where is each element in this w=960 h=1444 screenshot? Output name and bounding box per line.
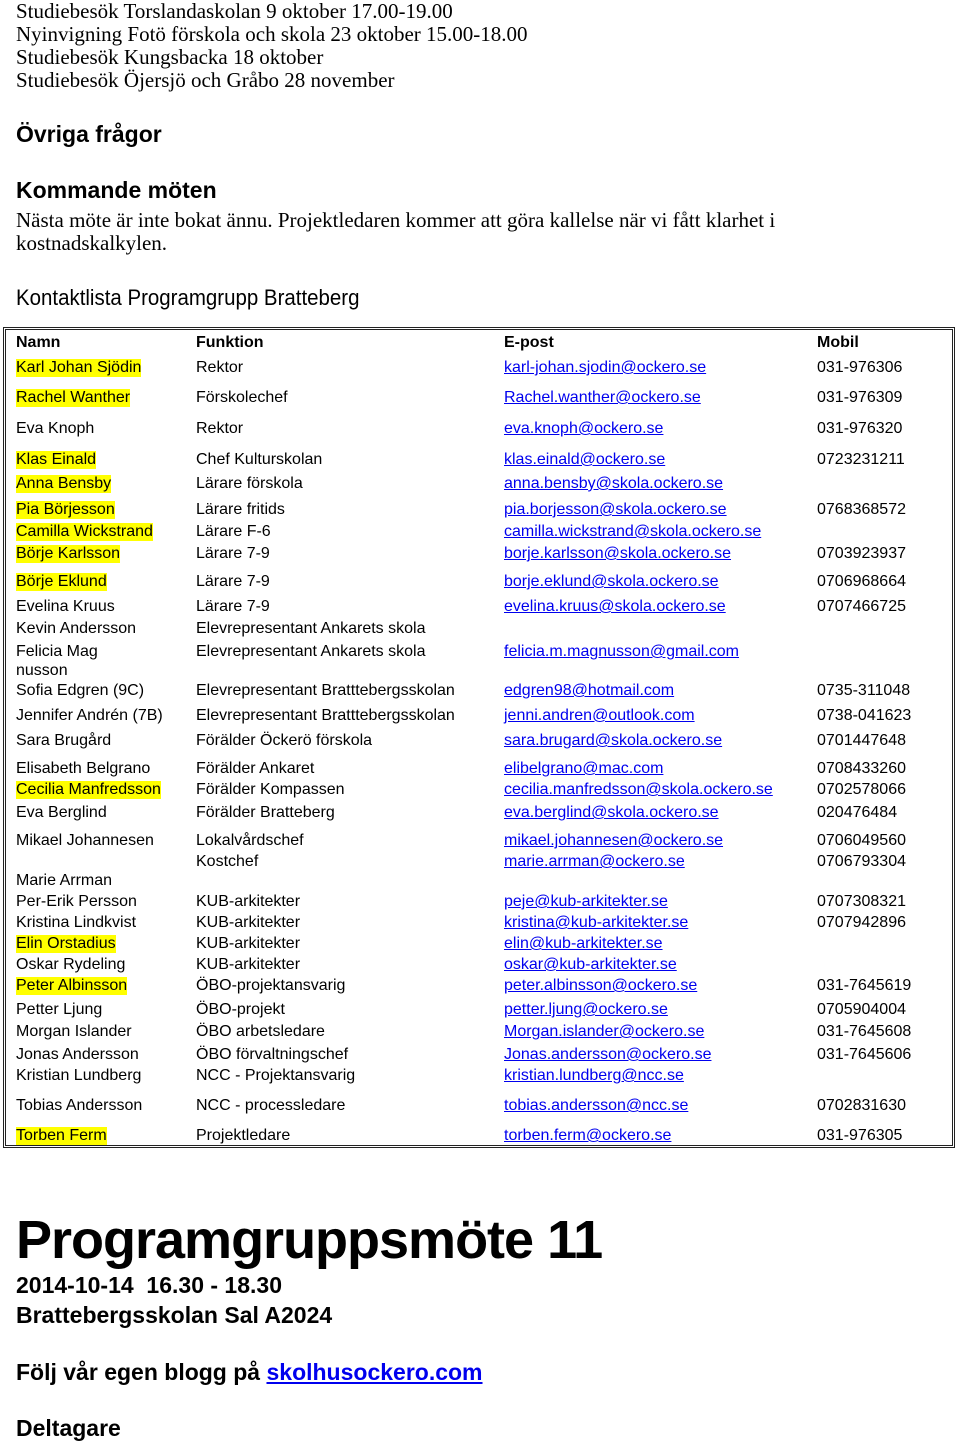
contact-name: Sara Brugård [16,732,112,749]
contact-function: Elevrepresentant Ankarets skola [196,620,426,637]
contact-name: Rachel Wanther [16,389,131,406]
contact-name: Elisabeth Belgrano [16,760,151,777]
contact-function: Lärare förskola [196,475,303,492]
contact-email-link[interactable]: Rachel.wanther@ockero.se [504,389,701,406]
header-funktion: Funktion [196,334,264,351]
blog-prefix: Följ vår egen blogg på [16,1359,267,1385]
contact-name: Börje Karlsson [16,545,121,562]
contact-function: ÖBO-projektansvarig [196,977,346,994]
contact-email-link[interactable]: eva.berglind@skola.ockero.se [504,804,719,821]
contact-name: Mikael Johannesen [16,832,154,849]
contact-mobile: 0706049560 [817,832,906,849]
meeting-date: 2014-10-14 16.30 - 18.30 [16,1272,282,1298]
intro-line: Nyinvigning Fotö förskola och skola 23 oktober 15.00-18.00 [16,22,528,46]
contact-name: Morgan Islander [16,1023,132,1040]
contact-function: Elevrepresentant Ankarets skola [196,643,426,660]
contact-function: Elevrepresentant Bratttebergsskolan [196,707,455,724]
contact-email-link[interactable]: borje.karlsson@skola.ockero.se [504,545,732,562]
ovriga-fragor-heading: Övriga frågor [16,121,162,147]
contact-mobile: 020476484 [817,804,898,821]
kommande-moten-heading: Kommande möten [16,177,217,203]
contact-function: Lärare F-6 [196,523,271,540]
contact-name: Kristian Lundberg [16,1067,142,1084]
kontaktlista-heading: Kontaktlista Programgrupp Bratteberg [16,285,360,310]
contact-mobile: 0707942896 [817,914,906,931]
contact-mobile: 0735-311048 [817,682,911,699]
contact-name: Per-Erik Persson [16,893,137,910]
contact-function: KUB-arkitekter [196,914,301,931]
contact-name-cont: nusson [16,662,68,679]
contact-function: Lärare 7-9 [196,545,270,562]
header-mobil: Mobil [817,334,859,351]
contact-name: Cecilia Manfredsson [16,781,161,798]
contact-function: NCC - processledare [196,1097,346,1114]
intro-line: Studiebesök Torslandaskolan 9 oktober 17.00-19.00 [16,0,453,23]
contact-function: Förälder Ankaret [196,760,315,777]
contact-name: Peter Albinsson [16,977,128,994]
contact-function: Lokalvårdschef [196,832,304,849]
contact-function: Förälder Kompassen [196,781,345,798]
contact-name: Jennifer Andrén (7B) [16,707,163,724]
contact-name: Sofia Edgren (9C) [16,682,145,699]
contact-function: Lärare 7-9 [196,573,270,590]
contact-name: Klas Einald [16,451,97,468]
contact-name: Marie Arrman [16,872,113,889]
contact-email-link[interactable]: elin@kub-arkitekter.se [504,935,663,952]
contact-email-link[interactable]: cecilia.manfredsson@skola.ockero.se [504,781,773,798]
contact-mobile: 0702578066 [817,781,906,798]
contact-name: Kristina Lindkvist [16,914,137,931]
contact-name: Eva Knoph [16,420,95,437]
contact-email-link[interactable]: anna.bensby@skola.ockero.se [504,475,724,492]
contact-mobile: 0702831630 [817,1097,906,1114]
contact-mobile: 031-976306 [817,359,903,376]
contact-function: Projektledare [196,1127,291,1144]
contact-function: ÖBO-projekt [196,1001,285,1018]
contact-email-link[interactable]: evelina.kruus@skola.ockero.se [504,598,726,615]
contact-function: Chef Kulturskolan [196,451,323,468]
contact-table [3,327,955,1148]
contact-email-link[interactable]: sara.brugard@skola.ockero.se [504,732,723,749]
contact-function: ÖBO arbetsledare [196,1023,325,1040]
contact-name: Pia Börjesson [16,501,115,518]
contact-name: Torben Ferm [16,1127,107,1144]
contact-mobile: 031-976305 [817,1127,903,1144]
contact-mobile: 0707308321 [817,893,906,910]
contact-mobile: 031-7645606 [817,1046,912,1063]
contact-email-link[interactable]: peter.albinsson@ockero.se [504,977,698,994]
contact-email-link[interactable]: camilla.wickstrand@skola.ockero.se [504,523,762,540]
contact-mobile: 0706793304 [817,853,906,870]
contact-name: Oskar Rydeling [16,956,126,973]
contact-name: Tobias Andersson [16,1097,143,1114]
contact-function: Förälder Bratteberg [196,804,335,821]
contact-name: Anna Bensby [16,475,112,492]
kommande-moten-text: Nästa möte är inte bokat ännu. Projektledaren kommer att göra kallelse när vi fått klarhet i kostnadskalkylen. [16,208,776,255]
intro-line: Studiebesök Öjersjö och Gråbo 28 november [16,68,395,92]
meeting-place: Brattebergsskolan Sal A2024 [16,1302,333,1328]
contact-name: Camilla Wickstrand [16,523,153,540]
intro-lines [16,0,528,92]
contact-name: Felicia Mag [16,643,98,660]
intro-line: Studiebesök Kungsbacka 18 oktober [16,45,324,69]
contact-function: Rektor [196,359,244,376]
contact-function: KUB-arkitekter [196,935,301,952]
blog-line [16,1359,483,1386]
contact-mobile: 031-7645608 [817,1023,912,1040]
contact-email-link[interactable]: elibelgrano@mac.com [504,760,664,777]
header-namn: Namn [16,334,61,351]
deltagare-heading: Deltagare [16,1415,121,1441]
contact-function: NCC - Projektansvarig [196,1067,356,1084]
contact-mobile: 0703923937 [817,545,906,562]
contact-function: Rektor [196,420,244,437]
contact-email-link[interactable]: jenni.andren@outlook.com [504,707,695,724]
contact-email-link[interactable]: tobias.andersson@ncc.se [504,1097,689,1114]
contact-email-link[interactable]: kristian.lundberg@ncc.se [504,1067,684,1084]
contact-email-link[interactable]: oskar@kub-arkitekter.se [504,956,677,973]
contact-function: KUB-arkitekter [196,893,301,910]
contact-mobile: 0708433260 [817,760,906,777]
contact-mobile: 0723231211 [817,451,905,468]
contact-email-link[interactable]: edgren98@hotmail.com [504,682,675,699]
contact-email-link[interactable]: torben.ferm@ockero.se [504,1127,672,1144]
contact-mobile: 0768368572 [817,501,906,518]
contact-email-link[interactable]: peje@kub-arkitekter.se [504,893,668,910]
contact-function: Förälder Öckerö förskola [196,732,373,749]
contact-email-link[interactable]: eva.knoph@ockero.se [504,420,664,437]
contact-email-link[interactable]: kristina@kub-arkitekter.se [504,914,689,931]
contact-name: Elin Orstadius [16,935,116,952]
contact-function: Elevrepresentant Bratttebergsskolan [196,682,455,699]
header-epost: E-post [504,334,554,351]
contact-name: Evelina Kruus [16,598,115,615]
contact-mobile: 031-976309 [817,389,903,406]
contact-function: ÖBO förvaltningschef [196,1046,349,1063]
contact-function: Lärare fritids [196,501,285,518]
contact-email-link[interactable]: mikael.johannesen@ockero.se [504,832,724,849]
contact-mobile: 0707466725 [817,598,906,615]
contact-email-link[interactable]: borje.eklund@skola.ockero.se [504,573,719,590]
blog-link[interactable]: skolhusockero.com [266,1359,483,1385]
contact-email-link[interactable]: marie.arrman@ockero.se [504,853,685,870]
contact-name: Karl Johan Sjödin [16,359,142,376]
contact-mobile: 0706968664 [817,573,906,590]
contact-email-link[interactable]: klas.einald@ockero.se [504,451,666,468]
contact-email-link[interactable]: pia.borjesson@skola.ockero.se [504,501,727,518]
contact-mobile: 0705904004 [817,1001,906,1018]
contact-mobile: 0738-041623 [817,707,912,724]
contact-email-link[interactable]: Morgan.islander@ockero.se [504,1023,705,1040]
contact-function: KUB-arkitekter [196,956,301,973]
contact-mobile: 031-7645619 [817,977,912,994]
contact-email-link[interactable]: felicia.m.magnusson@gmail.com [504,643,739,660]
contact-function: Lärare 7-9 [196,598,270,615]
contact-name: Börje Eklund [16,573,107,590]
contact-function: Kostchef [196,853,259,870]
contact-function: Förskolechef [196,389,288,406]
contact-email-link[interactable]: Jonas.andersson@ockero.se [504,1046,712,1063]
contact-name: Kevin Andersson [16,620,137,637]
contact-name: Eva Berglind [16,804,107,821]
contact-mobile: 0701447648 [817,732,906,749]
contact-mobile: 031-976320 [817,420,903,437]
contact-email-link[interactable]: petter.ljung@ockero.se [504,1001,668,1018]
contact-email-link[interactable]: karl-johan.sjodin@ockero.se [504,359,707,376]
meeting-title: Programgruppsmöte 11 [16,1210,603,1270]
contact-name: Petter Ljung [16,1001,103,1018]
contact-name: Jonas Andersson [16,1046,139,1063]
